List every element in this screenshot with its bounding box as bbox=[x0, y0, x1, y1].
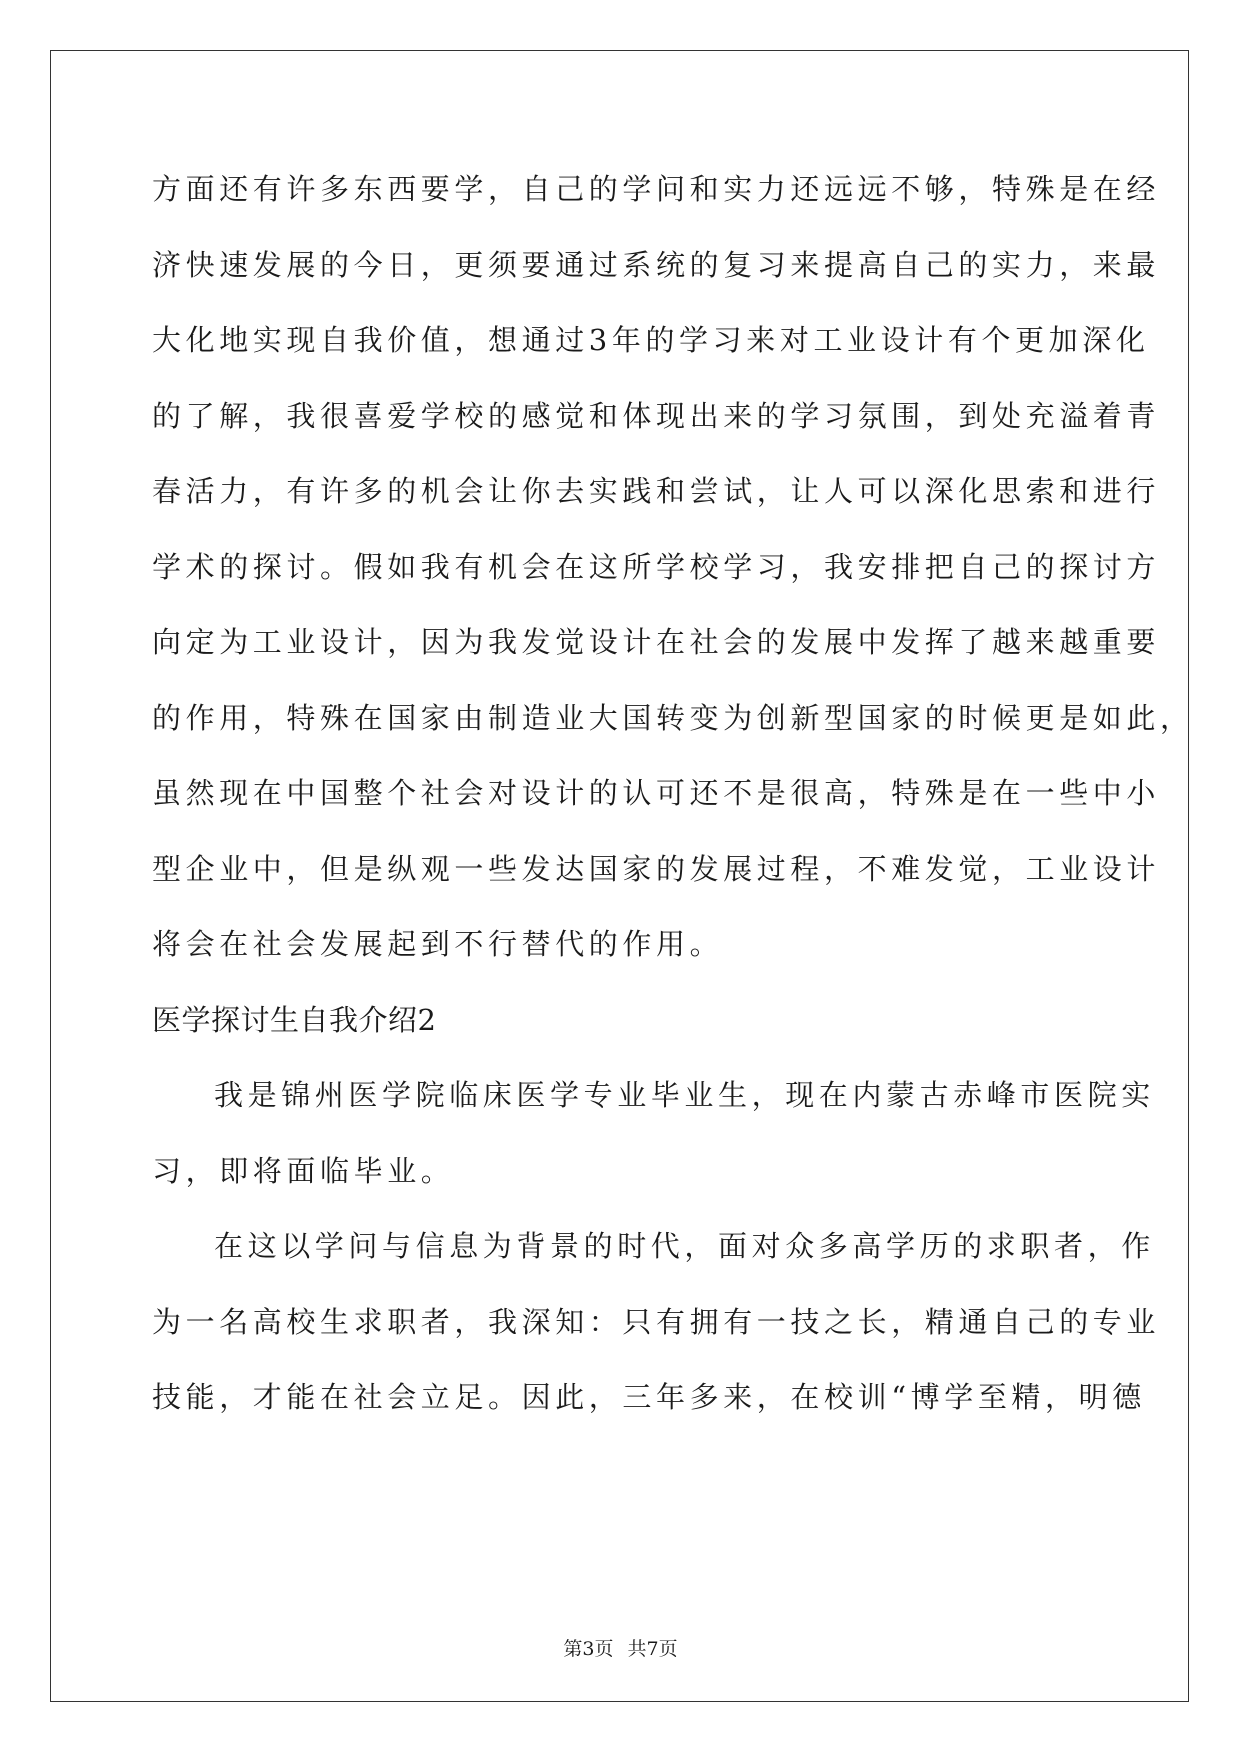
document-body bbox=[152, 152, 1194, 1436]
body-line: 为一名高校生求职者，我深知：只有拥有一技之长，精通自己的专业 bbox=[152, 1304, 1161, 1339]
body-line: 方面还有许多东西要学，自己的学问和实力还远远不够，特殊是在经 bbox=[152, 172, 1161, 206]
page-footer bbox=[0, 1634, 1241, 1661]
body-line: 大化地实现自我价值，想通过3年的学习来对工业设计有个更加深化 bbox=[152, 323, 1150, 357]
body-line: 的了解，我很喜爱学校的感觉和体现出来的学习氛围，到处充溢着青 bbox=[152, 398, 1161, 433]
page-number: 第3页 bbox=[563, 1638, 614, 1660]
body-line: 学术的探讨。假如我有机会在这所学校学习，我安排把自己的探讨方 bbox=[152, 549, 1161, 584]
page-total: 共7页 bbox=[627, 1638, 678, 1660]
body-line: 习，即将面临毕业。 bbox=[152, 1153, 455, 1188]
body-line: 的作用，特殊在国家由制造业大国转变为创新型国家的时候更是如此， bbox=[152, 700, 1194, 735]
body-line: 技能，才能在社会立足。因此，三年多来，在校训“博学至精，明德 bbox=[152, 1380, 1146, 1414]
body-line: 型企业中，但是纵观一些发达国家的发展过程，不难发觉，工业设计 bbox=[152, 851, 1161, 886]
body-line: 向定为工业设计，因为我发觉设计在社会的发展中发挥了越来越重要 bbox=[152, 625, 1161, 659]
body-line: 济快速发展的今日，更须要通过系统的复习来提高自己的实力，来最 bbox=[152, 247, 1161, 282]
body-line: 虽然现在中国整个社会对设计的认可还不是很高，特殊是在一些中小 bbox=[152, 776, 1161, 810]
body-line: 将会在社会发展起到不行替代的作用。 bbox=[152, 927, 724, 961]
paragraph-first-line: 我是锦州医学院临床医学专业毕业生，现在内蒙古赤峰市医院实 bbox=[214, 1078, 1155, 1112]
paragraph-first-line: 在这以学问与信息为背景的时代，面对众多高学历的求职者，作 bbox=[214, 1229, 1155, 1263]
body-line: 春活力，有许多的机会让你去实践和尝试，让人可以深化思索和进行 bbox=[152, 474, 1161, 508]
section-heading: 医学探讨生自我介绍2 bbox=[152, 1002, 437, 1037]
